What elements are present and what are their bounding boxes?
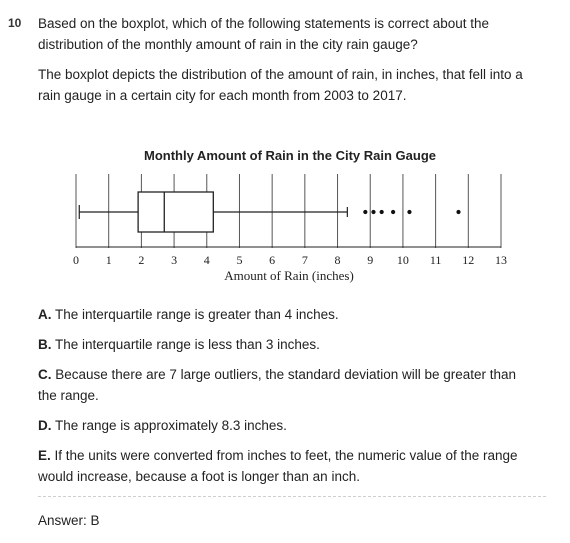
boxplot-chart — [0, 168, 570, 288]
tick-label: 0 — [73, 253, 79, 267]
option-text: The interquartile range is less than 3 inches. — [55, 337, 320, 352]
option-letter: C. — [38, 367, 52, 382]
option-text: The range is approximately 8.3 inches. — [55, 418, 287, 433]
tick-label: 2 — [138, 253, 145, 267]
tick-label: 11 — [429, 253, 442, 267]
tick-label: 10 — [396, 253, 409, 267]
outlier-point — [407, 210, 411, 214]
option-c[interactable] — [38, 364, 538, 406]
tick-label: 5 — [236, 253, 243, 267]
chart-title: Monthly Amount of Rain in the City Rain Gauge — [143, 148, 436, 163]
option-letter: D. — [38, 418, 52, 433]
outlier-point — [380, 210, 384, 214]
tick-label: 1 — [105, 253, 112, 267]
tick-label: 12 — [462, 253, 475, 267]
outlier-point — [456, 210, 460, 214]
tick-label: 9 — [367, 253, 374, 267]
tick-label: 7 — [301, 253, 308, 267]
divider — [38, 496, 546, 497]
option-e[interactable] — [38, 445, 538, 487]
tick-label: 8 — [334, 253, 341, 267]
option-letter: A. — [38, 307, 52, 322]
question-number: 10 — [8, 16, 22, 30]
outlier-point — [391, 210, 395, 214]
tick-label: 6 — [269, 253, 276, 267]
x-axis — [73, 247, 507, 267]
option-letter: E. — [38, 448, 51, 463]
outlier-point — [371, 210, 375, 214]
tick-label: 4 — [203, 253, 210, 267]
x-axis-label: Amount of Rain (inches) — [224, 268, 354, 283]
answer-text: Answer: B — [38, 513, 100, 528]
iqr-box — [138, 192, 213, 232]
answer-options — [38, 304, 538, 496]
option-letter: B. — [38, 337, 52, 352]
option-text: If the units were converted from inches to feet, the numeric value of the range would increase, because a foot is longer than an inch. — [38, 448, 518, 484]
option-a[interactable] — [38, 304, 538, 325]
option-text: The interquartile range is greater than 4 inches. — [55, 307, 339, 322]
outlier-point — [363, 210, 367, 214]
tick-label: 13 — [495, 253, 507, 267]
option-b[interactable] — [38, 334, 538, 355]
question-description: The boxplot depicts the distribution of the amount of rain, in inches, that fell into a rain gauge in a certain city for each month from 2003 to 2017. — [38, 67, 523, 103]
option-d[interactable] — [38, 415, 538, 436]
option-text: Because there are 7 large outliers, the standard deviation will be greater than the range. — [38, 367, 517, 403]
tick-label: 3 — [171, 253, 178, 267]
question-text: Based on the boxplot, which of the following statements is correct about the distribution of the monthly amount of rain in the city rain gauge? — [38, 16, 490, 52]
